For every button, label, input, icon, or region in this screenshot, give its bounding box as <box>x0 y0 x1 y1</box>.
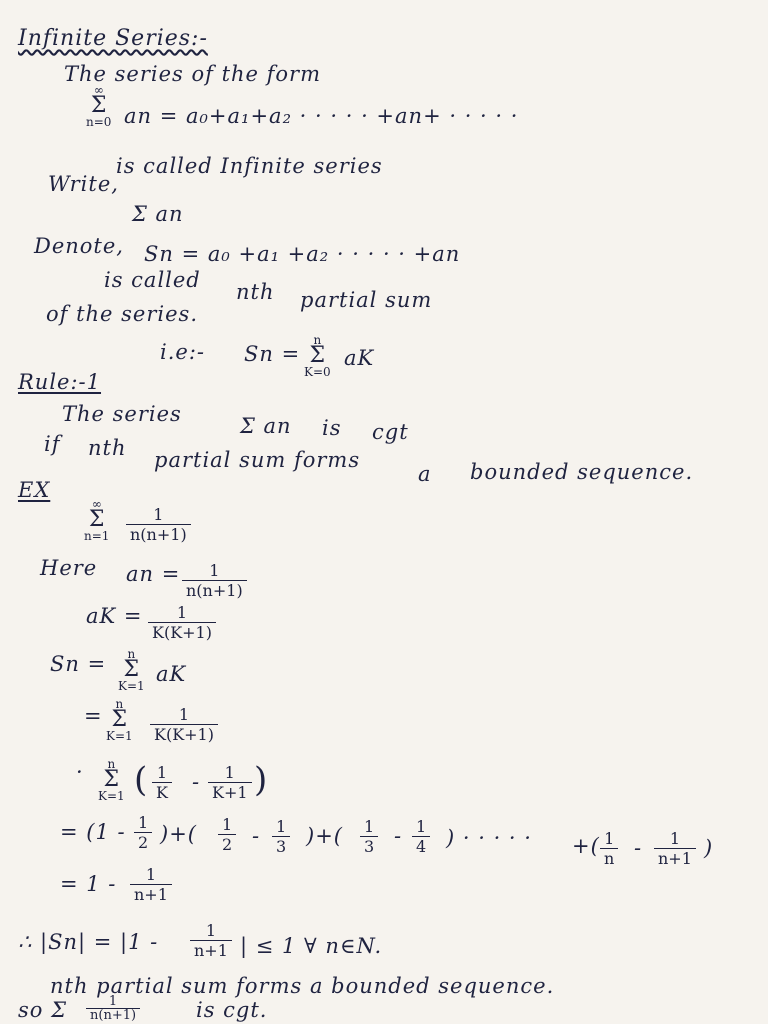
step3-fraction-2 <box>208 764 252 802</box>
step3-sigma <box>98 758 125 802</box>
conclusion-fraction <box>86 996 140 1022</box>
example-sigma-top: ∞ <box>91 497 102 511</box>
telescoping-fraction-1 <box>134 814 152 852</box>
telescoping-fraction-7-denominator: n+1 <box>654 848 696 868</box>
abs-rhs: | ≤ 1 ∀ n∈N. <box>240 934 383 958</box>
example-denominator: n(n+1) <box>126 524 191 544</box>
telescoping-fraction-3 <box>272 818 290 856</box>
abs-denominator: n+1 <box>190 940 232 960</box>
sigma-symbol: Σ <box>309 343 326 368</box>
telescoping-fraction-4-numerator: 1 <box>364 817 375 836</box>
step3-equals: · <box>76 760 84 784</box>
telescoping-start: = (1 - <box>60 820 126 844</box>
intro-sigma-bottom: n=0 <box>86 115 112 129</box>
telescoping-dots: ) · · · · · <box>446 826 532 850</box>
step3-fraction-2-numerator: 1 <box>224 763 235 782</box>
here-lhs: an = <box>126 562 181 586</box>
rule-line-2d: a <box>418 462 432 486</box>
rule-line-1a: The series <box>62 402 182 426</box>
intro-sigma-top: ∞ <box>93 83 104 97</box>
telescoping-fraction-2-numerator: 1 <box>222 815 233 834</box>
step3-close-paren: ) <box>254 760 268 800</box>
example-heading: EX <box>18 478 51 502</box>
here-fraction <box>182 562 247 600</box>
intro-line-1: The series of the form <box>64 62 321 86</box>
step2-sigma-top: n <box>115 697 124 711</box>
conclusion-line-2a: so Σ <box>18 998 67 1022</box>
step2-sigma-bottom: K=1 <box>106 729 133 743</box>
ak-numerator: 1 <box>176 603 188 622</box>
denote-line-3: of the series. <box>46 302 198 326</box>
ie-sigma-bottom: K=0 <box>304 365 331 379</box>
telescoping-fraction-5-denominator: 4 <box>412 836 430 856</box>
telescoping-fraction-1-numerator: 1 <box>138 813 149 832</box>
write-expression: Σ an <box>132 202 184 226</box>
sigma-symbol: Σ <box>103 767 120 792</box>
conclusion-line-1: nth partial sum forms a bounded sequence. <box>50 974 555 998</box>
conclusion-numerator: 1 <box>108 994 118 1009</box>
step3-minus: - <box>192 770 201 794</box>
rule-line-1d: cgt <box>372 420 409 444</box>
step3-fraction-1-denominator: K <box>152 782 172 802</box>
denote-label: Denote, <box>34 234 124 258</box>
sn-sigma-bottom: K=1 <box>118 679 145 693</box>
sn-sigma-top: n <box>127 647 136 661</box>
telescoping-fraction-3-numerator: 1 <box>276 817 287 836</box>
telescoping-minus-2: - <box>394 824 403 848</box>
ie-lhs: Sn = <box>244 342 301 366</box>
telescoping-fraction-6 <box>600 830 618 868</box>
result-lhs: = 1 - <box>60 872 117 896</box>
result-numerator: 1 <box>145 865 157 884</box>
here-denominator: n(n+1) <box>182 580 247 600</box>
telescoping-fraction-1-denominator: 2 <box>134 832 152 852</box>
here-numerator: 1 <box>209 561 220 580</box>
step3-sigma-bottom: K=1 <box>98 789 125 803</box>
sigma-symbol: Σ <box>90 93 107 118</box>
sigma-symbol: Σ <box>88 507 105 532</box>
abs-lhs: ∴ |Sn| = |1 - <box>18 930 159 954</box>
telescoping-join-2: )+( <box>306 824 343 848</box>
write-label: Write, <box>48 172 119 196</box>
conclusion-line-2b: is cgt. <box>196 998 268 1022</box>
telescoping-fraction-6-denominator: n <box>600 848 618 868</box>
step2-sigma <box>106 698 133 742</box>
rule-line-1b: Σ an <box>240 414 292 438</box>
rule-line-2a: if <box>44 432 61 456</box>
result-fraction <box>130 866 172 904</box>
telescoping-fraction-7 <box>654 830 696 868</box>
example-sigma-bottom: n=1 <box>84 529 110 543</box>
step2-equals: = <box>84 704 103 728</box>
example-numerator: 1 <box>153 505 164 524</box>
denote-line-2c: partial sum <box>300 288 433 312</box>
here-label: Here <box>40 556 98 580</box>
step2-denominator: K(K+1) <box>150 724 218 744</box>
sigma-symbol: Σ <box>123 657 140 682</box>
telescoping-join-1: )+( <box>160 822 197 846</box>
rule-line-2b: nth <box>88 436 127 460</box>
ak-denominator: K(K+1) <box>148 622 216 642</box>
abs-fraction <box>190 922 232 960</box>
denote-line-2a: is called <box>104 268 201 292</box>
ie-sigma-top: n <box>313 333 322 347</box>
step3-sigma-top: n <box>107 757 116 771</box>
ie-term: aK <box>344 346 375 370</box>
sn-lhs: Sn = <box>50 652 107 676</box>
telescoping-fraction-7-numerator: 1 <box>669 829 681 848</box>
telescoping-fraction-6-numerator: 1 <box>604 829 615 848</box>
telescoping-fraction-2 <box>218 816 236 854</box>
ak-fraction <box>148 604 216 642</box>
sn-sigma <box>118 648 145 692</box>
conclusion-denominator: n(n+1) <box>86 1008 140 1022</box>
rule-heading: Rule:-1 <box>18 370 102 394</box>
ak-lhs: aK = <box>86 604 143 628</box>
denote-expression: Sn = a₀ +a₁ +a₂ · · · · · +an <box>144 242 461 266</box>
intro-expression: an = a₀+a₁+a₂ · · · · · +an+ · · · · · <box>124 104 519 128</box>
telescoping-fraction-2-denominator: 2 <box>218 834 236 854</box>
telescoping-fraction-5 <box>412 818 430 856</box>
ie-label: i.e:- <box>160 340 205 364</box>
rule-line-2c: partial sum forms <box>154 448 361 472</box>
step3-fraction-1-numerator: 1 <box>156 763 168 782</box>
telescoping-fraction-5-numerator: 1 <box>416 817 427 836</box>
rule-line-1c: is <box>322 416 342 440</box>
denote-line-2b: nth <box>236 280 275 304</box>
telescoping-end: ) <box>704 836 714 860</box>
sigma-symbol: Σ <box>111 707 128 732</box>
abs-numerator: 1 <box>205 921 217 940</box>
ie-sigma <box>304 334 331 378</box>
telescoping-minus-3: - <box>634 836 643 860</box>
telescoping-fraction-4-denominator: 3 <box>360 836 378 856</box>
telescoping-join-3: +( <box>572 834 600 858</box>
step3-fraction-1 <box>152 764 172 802</box>
telescoping-fraction-3-denominator: 3 <box>272 836 290 856</box>
intro-sigma <box>86 84 111 128</box>
result-denominator: n+1 <box>130 884 172 904</box>
telescoping-fraction-4 <box>360 818 378 856</box>
step2-numerator: 1 <box>178 705 190 724</box>
heading: Infinite Series:- <box>18 26 208 51</box>
example-sigma <box>84 498 109 542</box>
step2-fraction <box>150 706 218 744</box>
intro-line-2: is called Infinite series <box>116 154 383 178</box>
step3-fraction-2-denominator: K+1 <box>208 782 252 802</box>
example-fraction <box>126 506 191 544</box>
step3-open-paren: ( <box>134 760 148 800</box>
telescoping-minus-1: - <box>252 824 261 848</box>
sn-term: aK <box>156 662 187 686</box>
rule-line-2e: bounded sequence. <box>470 460 694 484</box>
